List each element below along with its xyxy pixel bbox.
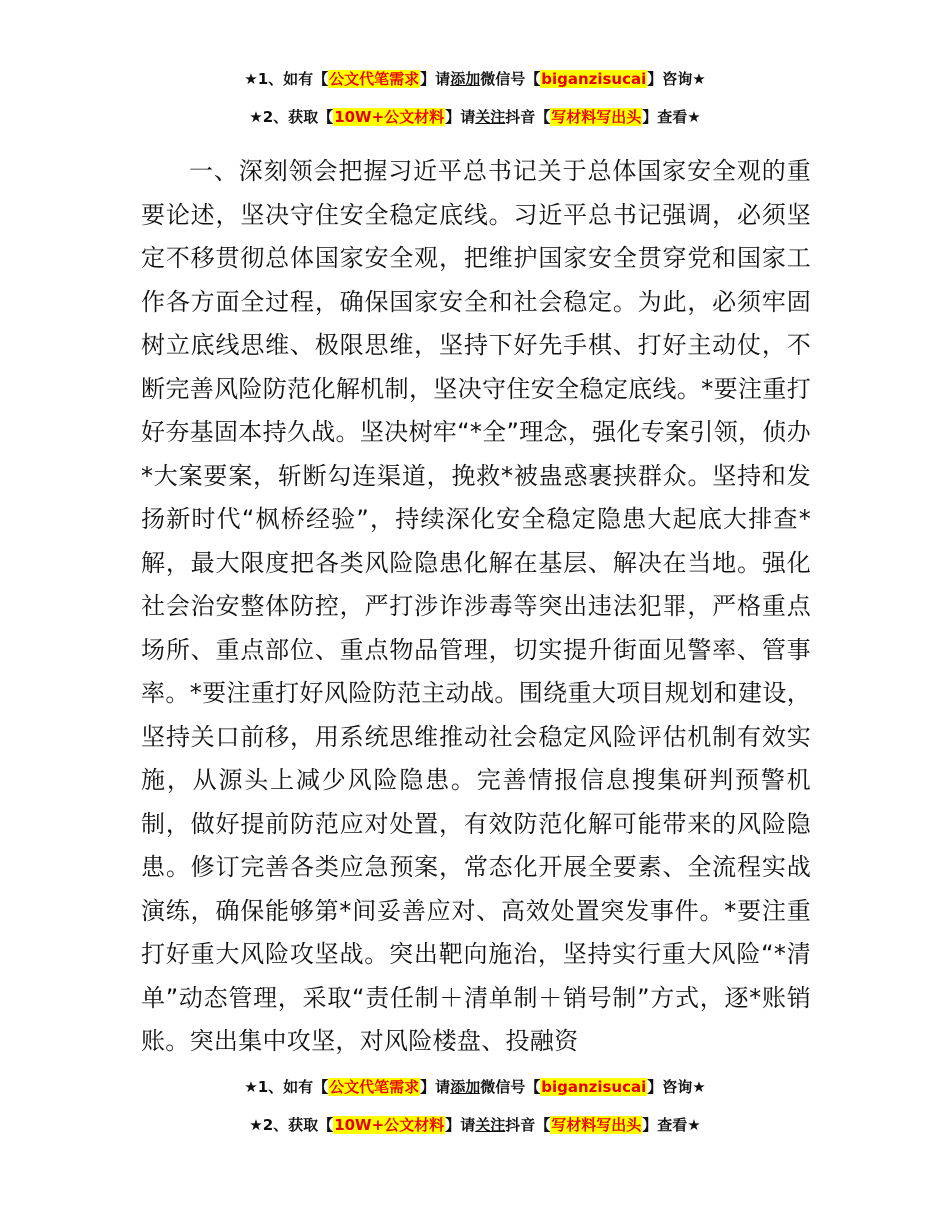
banner-text: 抖音【 [505,108,551,126]
banner-suffix: 】咨询★ [647,70,706,88]
banner-suffix: 】查看★ [642,108,701,126]
body-paragraph: 一、深刻领会把握习近平总书记关于总体国家安全观的重要论述，坚决守住安全稳定底线。习近平总书记强调，必须坚定不移贯彻总体国家安全观，把维护国家安全贯穿党和国家工作各方面全过程，确保国家安全和社会稳定。为此，必须牢固树立底线思维、极限思维，坚持下好先手棋、打好主动仗，不断完善风险防范化解机制，坚决守住安全稳定底线。*要注重打好夯基固本持久战。坚决树牢“*全”理念，强化专案引领，侦办*大案要案，斩断勾连渠道，挽救*被蛊惑裹挟群众。坚持和发扬新时代“枫桥经验”，持续深化安全稳定隐患大起底大排查*解，最大限度把各类风险隐患化解在基层、解决在当地。强化社会治安整体防控，严打涉诈涉毒等突出违法犯罪，严格重点场所、重点部位、重点物品管理，切实提升街面见警率、管事率。*要注重打好风险防范主动战。围绕重大项目规划和建设，坚持关口前移，用系统思维推动社会稳定风险评估机制有效实施，从源头上减少风险隐患。完善情报信息搜集研判预警机制，做好提前防范应对处置，有效防范化解可能带来的风险隐患。修订完善各类应急预案，常态化开展全要素、全流程实战演练，确保能够第*间妥善应对、高效处置突发事件。*要注重打好重大风险攻坚战。突出靶向施治，坚持实行重大风险“*清单”动态管理，采取“责任制＋清单制＋销号制”方式，逐*账销账。突出集中攻坚，对风险楼盘、投融资 [141,157,811,1055]
banner-text: 微信号【 [480,70,541,88]
document-body [141,150,811,1064]
banner-underlined-text: 添加 [450,70,481,88]
banner-text: 微信号【 [480,1078,541,1096]
footer-banner-line-2 [0,1114,950,1136]
banner-prefix: ★2、获取【 [249,1116,334,1134]
footer-banner-line-1 [0,1076,950,1098]
banner-text: 】请 [420,70,451,88]
banner-highlight-wechat-id: biganzisucai [541,70,647,88]
banner-highlight-service: 公文代笔需求 [329,70,420,88]
banner-highlight-douyin-account: 写材料写出头 [551,108,642,126]
banner-underlined-text: 添加 [450,1078,481,1096]
banner-prefix: ★1、如有【 [244,70,329,88]
banner-underlined-text: 关注 [475,108,506,126]
banner-text: 】请 [420,1078,451,1096]
banner-prefix: ★2、获取【 [249,108,334,126]
banner-text: 】请 [445,108,476,126]
banner-highlight-service: 公文代笔需求 [329,1078,420,1096]
banner-highlight-douyin-account: 写材料写出头 [551,1116,642,1134]
banner-suffix: 】咨询★ [647,1078,706,1096]
banner-highlight-wechat-id: biganzisucai [541,1078,647,1096]
header-banner-line-1 [0,68,950,90]
banner-text: 抖音【 [505,1116,551,1134]
banner-suffix: 】查看★ [642,1116,701,1134]
banner-highlight-materials: 10W+公文材料 [334,1116,445,1134]
banner-text: 】请 [445,1116,476,1134]
header-banner-line-2 [0,106,950,128]
banner-highlight-materials: 10W+公文材料 [334,108,445,126]
banner-prefix: ★1、如有【 [244,1078,329,1096]
banner-underlined-text: 关注 [475,1116,506,1134]
